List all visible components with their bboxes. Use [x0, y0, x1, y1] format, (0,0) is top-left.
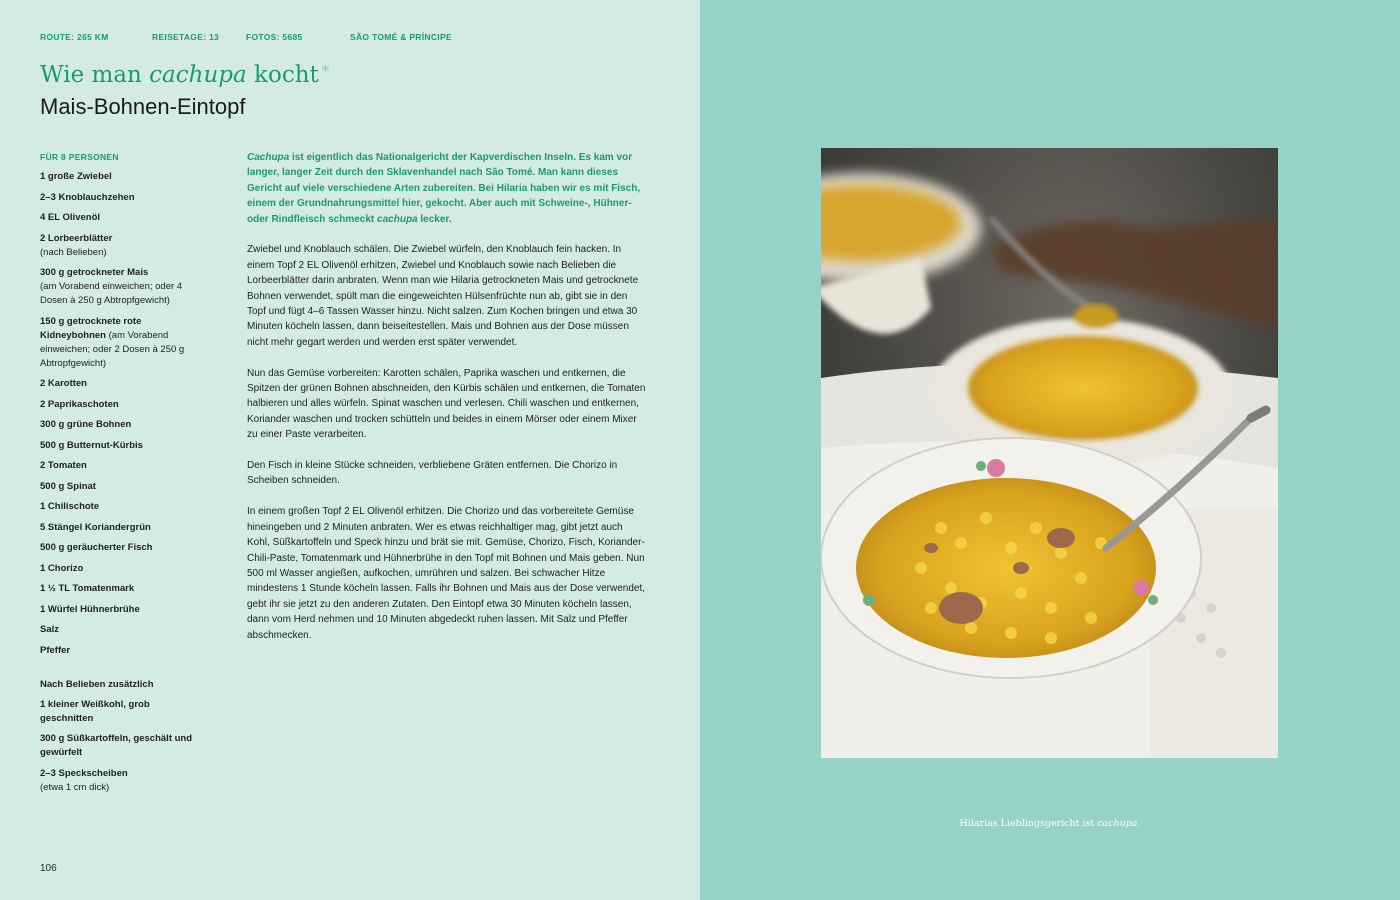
ingredient-item	[40, 732, 200, 760]
ingredient-main: 2 Tomaten	[40, 460, 87, 471]
ingredient-item	[40, 562, 200, 576]
travel-days-info: REISETAGE: 13	[152, 32, 220, 42]
ingredient-main: 1 ½ TL Tomatenmark	[40, 583, 135, 594]
ingredient-note: (am Vorabend einweichen; oder 4 Dosen à 250 g Abtropfgewicht)	[40, 281, 183, 306]
ingredient-main: 1 Würfel Hühnerbrühe	[40, 603, 140, 615]
ingredient-note: (nach Belieben)	[40, 246, 107, 258]
ingredient-main: 4 EL Olivenöl	[40, 212, 101, 223]
ingredient-main: 5 Stängel Koriandergrün	[40, 521, 151, 533]
route-info: ROUTE: 265 KM	[40, 32, 109, 42]
ingredient-item	[40, 500, 200, 514]
ingredient-main: Salz	[40, 624, 60, 635]
intro-em-2: cachupa	[377, 213, 418, 225]
optional-ingredient-items	[40, 698, 200, 795]
place-info: SÃO TOMÉ & PRÍNCIPE	[350, 32, 452, 42]
ingredient-main: 1 kleiner Weißkohl, grob geschnitten	[40, 698, 150, 724]
caption-em: cachupa.	[1097, 818, 1141, 829]
title-pre: Wie man	[40, 62, 150, 88]
servings-heading: FÜR 8 PERSONEN	[40, 152, 119, 162]
recipe-text	[247, 150, 647, 658]
right-page	[700, 0, 1400, 900]
ingredient-main: 2–3 Speckscheiben	[40, 767, 128, 779]
ingredient-main: 1 große Zwiebel	[40, 171, 112, 182]
ingredient-item	[40, 418, 200, 432]
intro-text-2: lecker.	[417, 213, 452, 225]
ingredient-item	[40, 191, 200, 205]
ingredient-item	[40, 698, 200, 726]
title-post: kocht	[246, 62, 319, 88]
instruction-paragraph: Den Fisch in kleine Stücke schneiden, verbliebene Gräten entfernen. Die Chorizo in Scheiben schneiden.	[247, 460, 618, 487]
ingredient-item	[40, 623, 200, 637]
caption-text: Hilarias Lieblingsgericht ist	[959, 818, 1098, 829]
ingredient-item	[40, 266, 200, 308]
ingredient-main: 2–3 Knoblauchzehen	[40, 191, 135, 203]
ingredient-main: Pfeffer	[40, 644, 71, 656]
recipe-title	[40, 62, 329, 88]
ingredient-item	[40, 377, 200, 391]
ingredient-note: (etwa 1 cm dick)	[40, 781, 110, 793]
optional-heading: Nach Belieben zusätzlich	[40, 678, 154, 690]
asterisk-icon: *	[321, 62, 330, 80]
instruction-paragraph: In einem großen Topf 2 EL Olivenöl erhitzen. Die Chorizo und das vorbereitete Gemüse hineingeben und 2 Minuten anbraten. Wer es etwas reichhaltiger mag, gibt jetzt auch Kohl, Süßkartoffeln und Speck hinzu und brät sie mit. Gemüse, Chorizo, Fisch, Koriander-Chili-Paste, Tomatenmark und Hühnerbrühe in den Topf mit Bohnen und Mais geben. Nun 500 ml Wasser angießen, aufkochen, umrühren und salzen. Bei schwacher Hitze mindestens 1 Stunde köcheln lassen. Falls ihr Bohnen und Mais aus der Dose verwendet, gebt ihr sie jetzt zu den anderen Zutaten. Den Eintopf etwa 30 Minuten köcheln lassen, dann vom Herd nehmen und 10 Minuten abgedeckt ruhen lassen. Mit Salz und Pfeffer abschmecken.	[247, 506, 646, 641]
ingredient-item	[40, 315, 200, 371]
ingredient-main: 300 g grüne Bohnen	[40, 419, 132, 430]
trip-meta	[40, 32, 452, 42]
ingredient-item	[40, 521, 200, 535]
ingredient-item	[40, 541, 200, 555]
title-dish-name: cachupa	[149, 62, 247, 88]
ingredient-item	[40, 232, 200, 260]
photos-count-info: FOTOS: 5685	[246, 32, 303, 42]
ingredient-item	[40, 211, 200, 225]
ingredients-list	[40, 150, 200, 801]
ingredient-items	[40, 170, 200, 658]
ingredient-main: 300 g Süßkartoffeln, geschält und gewürfelt	[40, 733, 193, 758]
photo-illustration	[821, 148, 1278, 758]
photo-caption	[700, 818, 1400, 829]
intro-em-1: Cachupa	[247, 152, 290, 163]
intro-paragraph	[247, 150, 647, 227]
instruction-paragraph: Nun das Gemüse vorbereiten: Karotten schälen, Paprika waschen und entkernen, die Spitzen der grünen Bohnen abschneiden, den Kürbis schälen und entkernen, die Tomaten halbieren und alles würfeln. Spinat waschen und verlesen. Chili waschen und entkernen, Koriander waschen und trocken schütteln und beides in einem Mörser oder einem Mixer zu einer Paste verarbeiten.	[247, 367, 646, 441]
recipe-subtitle: Mais-Bohnen-Eintopf	[40, 94, 246, 119]
ingredient-item	[40, 398, 200, 412]
ingredient-main: 1 Chorizo	[40, 562, 84, 574]
ingredient-main: 2 Lorbeerblätter	[40, 232, 113, 244]
ingredient-main: 300 g getrockneter Mais	[40, 267, 149, 278]
cachupa-photo	[821, 148, 1278, 758]
ingredient-item	[40, 439, 200, 453]
instruction-paragraphs	[247, 242, 647, 643]
ingredient-item	[40, 170, 200, 184]
ingredient-main: 500 g geräucherter Fisch	[40, 542, 153, 553]
ingredient-main: 2 Karotten	[40, 378, 87, 389]
ingredient-item	[40, 767, 200, 795]
ingredient-main: 1 Chilischote	[40, 501, 100, 512]
ingredient-main: 150 g getrocknete rote Kidneybohnen	[40, 315, 142, 341]
ingredient-item	[40, 459, 200, 473]
ingredient-item	[40, 603, 200, 617]
ingredient-main: 500 g Butternut-Kürbis	[40, 439, 143, 451]
instruction-paragraph: Zwiebel und Knoblauch schälen. Die Zwiebel würfeln, den Knoblauch fein hacken. In einem Topf 2 EL Olivenöl erhitzen, Zwiebel und Knoblauch sowie nach Belieben die Lorbeerblätter darin anbraten. Wenn man wie Hilaria getrockneten Mais und getrocknete Bohnen verwendet, spült man die eingeweichten Hülsenfrüchte nun ab, gibt sie in den Topf und fügt 4–6 Tassen Wasser hinzu. Nicht salzen. Zum Kochen bringen und etwa 30 Minuten köcheln lassen, dann beiseitestellen. Mais und Bohnen aus der Dose müssen nicht mehr gegart werden und werden erst später verwendet.	[247, 244, 639, 348]
ingredient-main: 2 Paprikaschoten	[40, 398, 119, 410]
ingredient-note: (am Vorabend einweichen; oder 2 Dosen à 250 g Abtropfgewicht)	[40, 329, 185, 369]
page-number: 106	[40, 863, 57, 874]
ingredient-item	[40, 644, 200, 658]
intro-text-1: ist eigentlich das Nationalgericht der Kapverdischen Inseln. Es kam vor langer, langer Zeit durch den Sklavenhandel nach São Tomé. Man kann dieses Gericht auf viele verschiedene Arten zubereiten. Bei Hilaria haben wir es mit Fisch, einem der Grundnahrungsmittel hier, gekocht. Aber auch mit Schweine-, Hühner- oder Rindfleisch schmeckt	[247, 152, 641, 225]
ingredient-item	[40, 582, 200, 596]
ingredient-main: 500 g Spinat	[40, 480, 96, 492]
ingredient-item	[40, 480, 200, 494]
